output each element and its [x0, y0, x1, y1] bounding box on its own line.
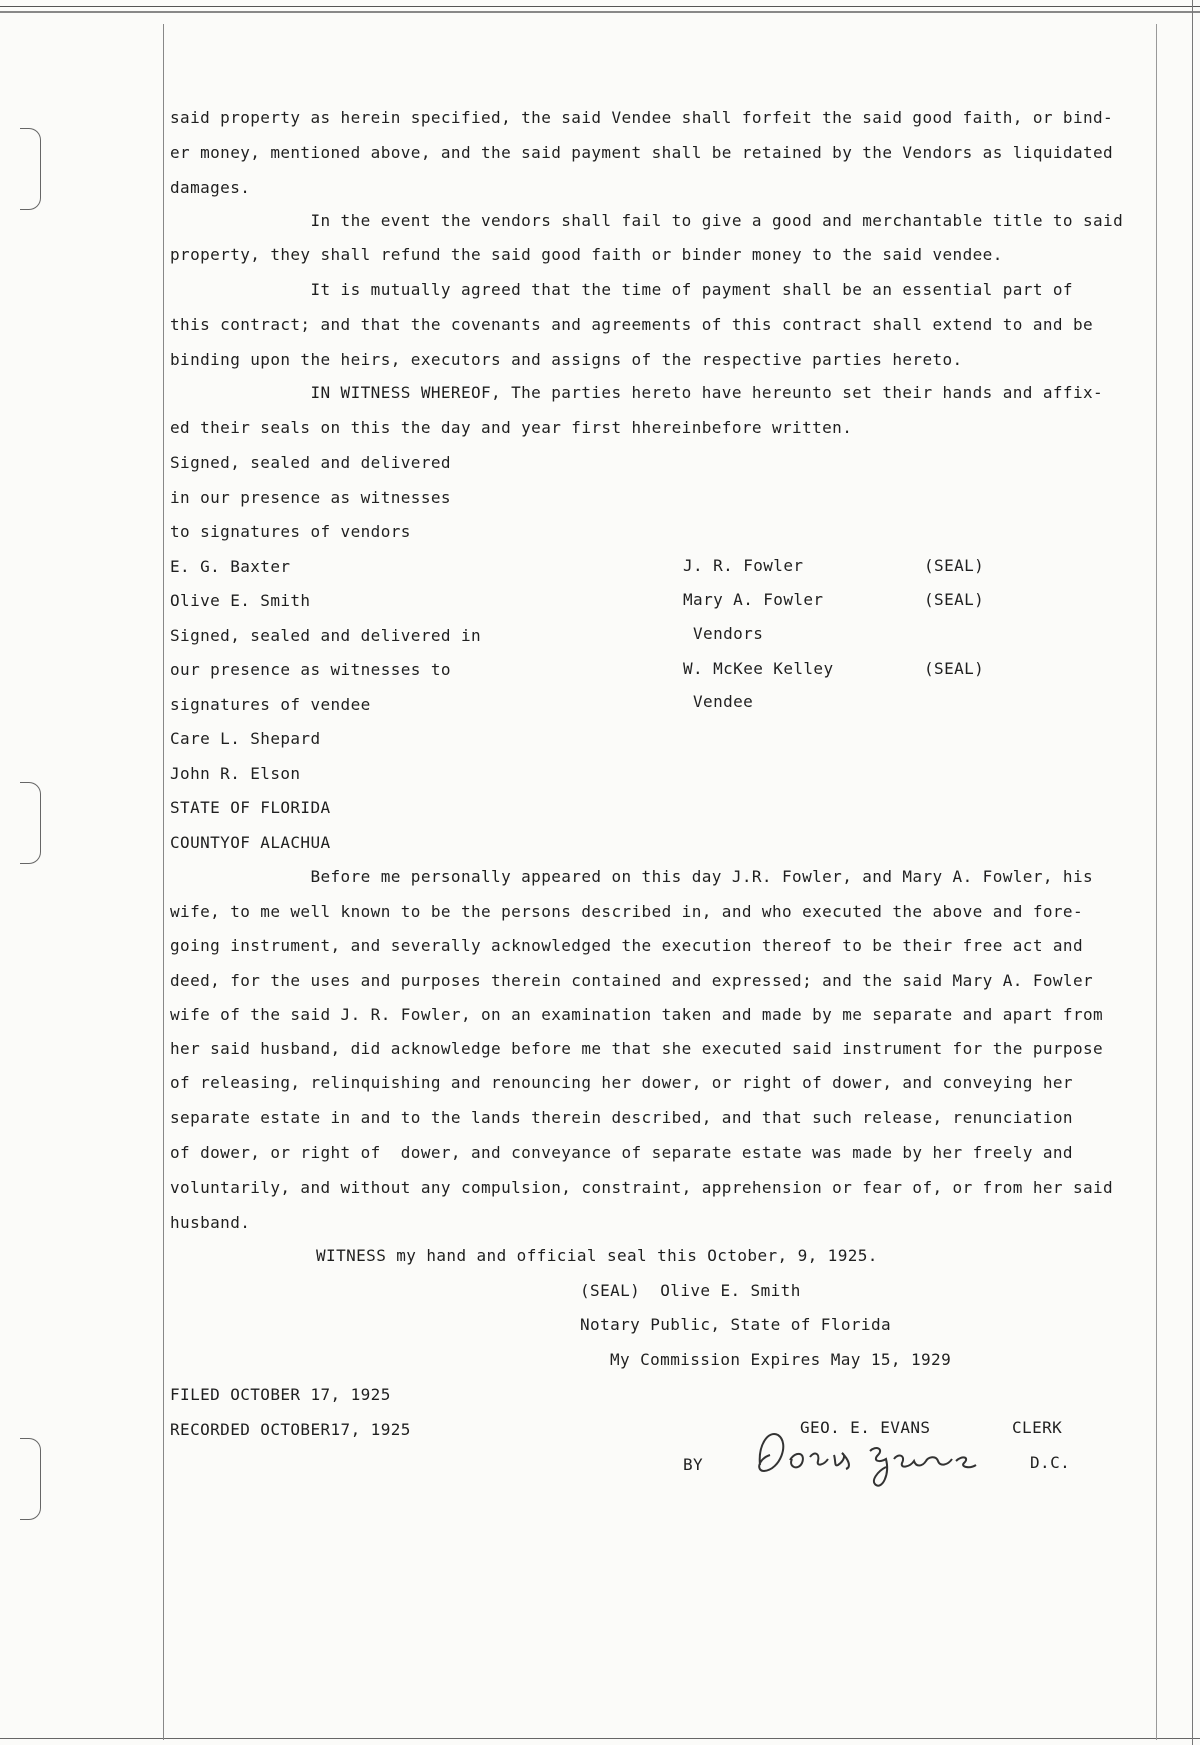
acknowledgment-line: of dower, or right of dower, and conveyance of separate estate was made by her freely and — [170, 1143, 1073, 1162]
witness-line: in our presence as witnesses — [170, 488, 451, 507]
body-line: binding upon the heirs, executors and assigns of the respective parties hereto. — [170, 350, 963, 369]
acknowledgment-line: husband. — [170, 1213, 251, 1232]
witness-line: Signed, sealed and delivered — [170, 453, 451, 472]
body-line: In the event the vendors shall fail to give a good and merchantable title to said — [170, 211, 1124, 230]
notary-title: Notary Public, State of Florida — [580, 1315, 892, 1334]
state-heading: STATE OF FLORIDA — [170, 798, 331, 817]
acknowledgment-line: of releasing, relinquishing and renouncing her dower, or right of dower, and conveying her — [170, 1073, 1073, 1092]
witness-line: Signed, sealed and delivered in — [170, 626, 482, 645]
acknowledgment-line: wife of the said J. R. Fowler, on an examination taken and made by me separate and apart from — [170, 1005, 1104, 1024]
seal-label: (SEAL) — [924, 556, 985, 575]
notary-witness-line: WITNESS my hand and official seal this October, 9, 1925. — [316, 1246, 878, 1265]
body-line: IN WITNESS WHEREOF, The parties hereto have hereunto set their hands and affix- — [170, 383, 1104, 402]
body-line: damages. — [170, 178, 251, 197]
county-heading: COUNTYOF ALACHUA — [170, 833, 331, 852]
witness-name: E. G. Baxter — [170, 557, 291, 576]
acknowledgment-line: wife, to me well known to be the persons described in, and who executed the above and fore- — [170, 902, 1083, 921]
vendors-label: Vendors — [693, 624, 764, 643]
seal-label: (SEAL) — [924, 590, 985, 609]
recorded-date: RECORDED OCTOBER17, 1925 — [170, 1420, 411, 1439]
vendor-name: Mary A. Fowler — [683, 590, 824, 609]
notary-signature-line: (SEAL) Olive E. Smith — [580, 1281, 801, 1300]
body-line: It is mutually agreed that the time of payment shall be an essential part of — [170, 280, 1073, 299]
acknowledgment-line: going instrument, and severally acknowledged the execution thereof to be their free act and — [170, 936, 1083, 955]
body-line: said property as herein specified, the said Vendee shall forfeit the said good faith, or bind- — [170, 108, 1114, 127]
vendee-name: W. McKee Kelley — [683, 659, 834, 678]
filed-date: FILED OCTOBER 17, 1925 — [170, 1385, 391, 1404]
notary-commission: My Commission Expires May 15, 1929 — [610, 1350, 952, 1369]
acknowledgment-line: deed, for the uses and purposes therein contained and expressed; and the said Mary A. Fowler — [170, 971, 1094, 990]
clerk-name: GEO. E. EVANS — [800, 1418, 931, 1437]
witness-line: to signatures of vendors — [170, 522, 411, 541]
acknowledgment-line: separate estate in and to the lands therein described, and that such release, renunciation — [170, 1108, 1073, 1127]
body-line: property, they shall refund the said good faith or binder money to the said vendee. — [170, 245, 1003, 264]
clerk-title: CLERK — [1012, 1418, 1063, 1437]
by-label: BY — [683, 1455, 704, 1474]
witness-name: Care L. Shepard — [170, 729, 321, 748]
acknowledgment-line: Before me personally appeared on this day J.R. Fowler, and Mary A. Fowler, his — [170, 867, 1094, 886]
body-line: ed their seals on this the day and year first hhereinbefore written. — [170, 418, 853, 437]
vendor-name: J. R. Fowler — [683, 556, 804, 575]
dc-label: D.C. — [1030, 1453, 1071, 1472]
seal-label: (SEAL) — [924, 659, 985, 678]
body-line: this contract; and that the covenants and agreements of this contract shall extend to and be — [170, 315, 1094, 334]
witness-line: signatures of vendee — [170, 695, 371, 714]
witness-name: Olive E. Smith — [170, 591, 311, 610]
deputy-clerk-signature — [750, 1415, 990, 1495]
acknowledgment-line: voluntarily, and without any compulsion, constraint, apprehension or fear of, or from her said — [170, 1178, 1114, 1197]
witness-name: John R. Elson — [170, 764, 301, 783]
vendee-label: Vendee — [693, 692, 754, 711]
witness-line: our presence as witnesses to — [170, 660, 451, 679]
body-line: er money, mentioned above, and the said payment shall be retained by the Vendors as liquidated — [170, 143, 1114, 162]
acknowledgment-line: her said husband, did acknowledge before me that she executed said instrument for the purpose — [170, 1039, 1104, 1058]
